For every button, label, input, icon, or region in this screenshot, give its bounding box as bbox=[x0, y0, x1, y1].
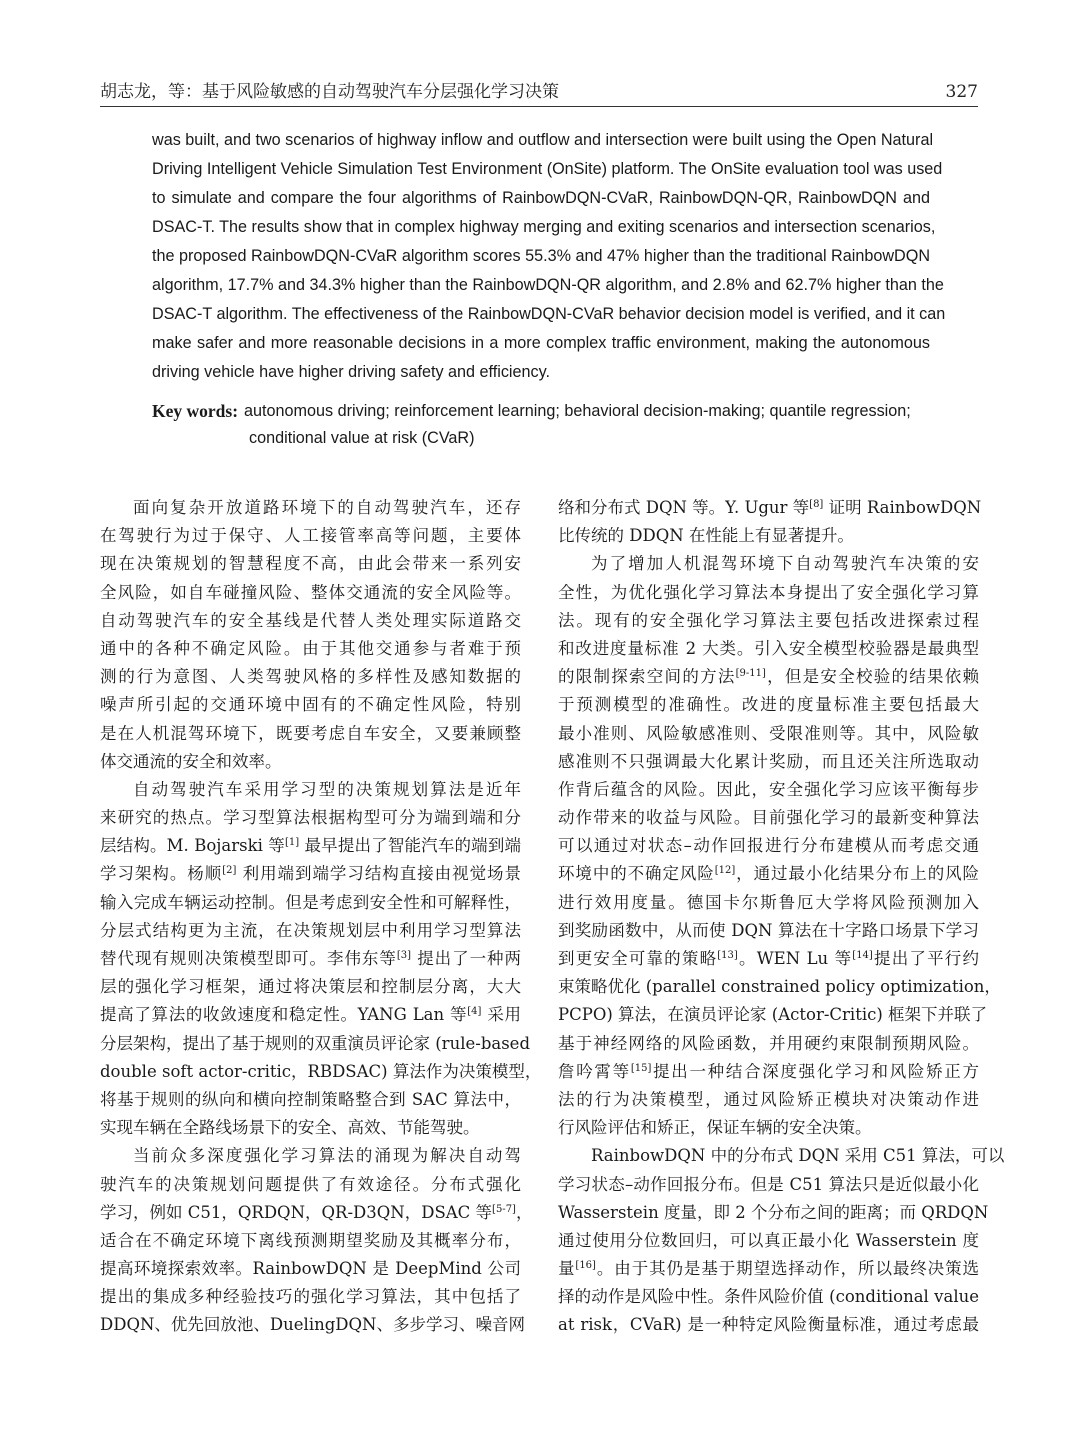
text-line: RainbowDQN 中的分布式 DQN 采用 C51 算法，可以 bbox=[591, 1146, 1005, 1166]
text-line: double soft actor-critic，RBDSAC) 算法作为决策模型， bbox=[100, 1061, 542, 1081]
text-line: 学习状态–动作回报分布。但是 C51 算法只是近似最小化 bbox=[558, 1174, 979, 1194]
text-line: 动作带来的收益与风险。目前强化学习的最新变种算法 bbox=[558, 808, 979, 828]
abstract-line: driving vehicle have higher driving safety and efficiency. bbox=[152, 363, 551, 381]
text-line: 于预测模型的准确性。改进的度量标准主要包括最大 bbox=[558, 695, 979, 715]
citation-ref: [4] bbox=[467, 1006, 482, 1018]
keywords-line-2: conditional value at risk (CVaR) bbox=[249, 429, 475, 447]
running-title: 胡志龙，等：基于风险敏感的自动驾驶汽车分层强化学习决策 bbox=[100, 82, 559, 102]
text-line: 法。现有的安全强化学习算法主要包括改进探索过程 bbox=[558, 610, 979, 630]
text-line: 法的行为决策模型，通过风险矫正模块对决策动作进 bbox=[558, 1089, 979, 1109]
text-line: 通过使用分位数回归，可以真正最小化 Wasserstein 度 bbox=[558, 1230, 979, 1250]
text-line: 适合在不确定环境下离线预测期望奖励及其概率分布， bbox=[100, 1230, 521, 1250]
text-line: 层结构。M. Bojarski 等[1] 最早提出了智能汽车的端到端 bbox=[100, 836, 521, 856]
citation-ref: [14] bbox=[852, 950, 873, 961]
text-line: 到奖励函数中，从而使 DQN 算法在十字路口场景下学习 bbox=[558, 920, 979, 940]
text-line: 择的动作是风险中性。条件风险价值 (conditional value bbox=[558, 1287, 979, 1307]
text-line: 全性，为优化强化学习算法本身提出了安全强化学习算 bbox=[558, 582, 979, 602]
page-number: 327 bbox=[945, 82, 978, 102]
text-line: 提高了算法的收敛速度和稳定性。YANG Lan 等[4] 采用 bbox=[100, 1005, 522, 1025]
text-line: 作背后蕴含的风险。因此，安全强化学习应该平衡每步 bbox=[558, 779, 979, 799]
body-column-left bbox=[100, 494, 542, 1340]
abstract-line: DSAC-T. The results show that in complex highway merging and exiting scenarios and intersection scenarios, bbox=[152, 218, 936, 236]
abstract-line: DSAC-T algorithm. The effectiveness of the RainbowDQN-CVaR behavior decision model is verified, and it can bbox=[152, 305, 946, 323]
text-line: 实现车辆在全路线场景下的安全、高效、节能驾驶。 bbox=[100, 1118, 480, 1138]
paragraph bbox=[558, 1142, 1005, 1339]
text-line: 替代现有规则决策模型即可。李伟东等[3] 提出了一种两 bbox=[100, 949, 522, 968]
citation-ref: [8] bbox=[809, 499, 824, 510]
keywords-label: Key words: bbox=[152, 401, 239, 421]
text-line: 将基于规则的纵向和横向控制策略整合到 SAC 算法中， bbox=[100, 1089, 521, 1109]
text-line: 驶汽车的决策规划问题提供了有效途径。分布式强化 bbox=[100, 1174, 521, 1194]
text-line: 量[16]。由于其仍是基于期望选择动作，所以最终决策选 bbox=[558, 1259, 980, 1279]
text-line: Wasserstein 度量，即 2 个分布之间的距离；而 QRDQN bbox=[558, 1202, 989, 1222]
text-line: 比传统的 DDQN 在性能上有显著提升。 bbox=[558, 526, 854, 546]
abstract-line: Driving Intelligent Vehicle Simulation Test Environment (OnSite) platform. The OnSite evaluation tool was used bbox=[152, 160, 943, 178]
text-line: 体交通流的安全和效率。 bbox=[100, 751, 282, 771]
text-line: 行风险评估和矫正，保证车辆的安全决策。 bbox=[558, 1118, 872, 1138]
text-line: 自动驾驶汽车的安全基线是代替人类处理实际道路交 bbox=[100, 610, 521, 630]
text-line: 的限制探索空间的方法[9-11]，但是安全校验的结果依赖 bbox=[558, 667, 980, 687]
header-divider bbox=[100, 106, 978, 107]
text-line: 络和分布式 DQN 等。Y. Ugur 等[8] 证明 RainbowDQN bbox=[558, 498, 982, 517]
text-line: 测的行为意图、人类驾驶风格的多样性及感知数据的 bbox=[100, 667, 521, 687]
text-line: 面向复杂开放道路环境下的自动驾驶汽车，还存 bbox=[133, 498, 521, 517]
paragraph bbox=[100, 776, 542, 1142]
text-line: 分层架构，提出了基于规则的双重演员评论家 (rule-based bbox=[100, 1033, 531, 1053]
text-line: 基于神经网络的风险函数，并用硬约束限制预期风险。 bbox=[558, 1033, 979, 1053]
text-line: 束策略优化 (parallel constrained policy optimization， bbox=[558, 977, 1001, 997]
text-line: 来研究的热点。学习型算法根据构型可分为端到端和分 bbox=[100, 808, 521, 828]
text-line: 学习，例如 C51，QRDQN，QR-D3QN，DSAC 等[5-7]， bbox=[100, 1202, 533, 1222]
text-line: 输入完成车辆运动控制。但是考虑到安全性和可解释性， bbox=[100, 892, 521, 912]
text-line: 到更安全可靠的策略[13]。WEN Lu 等[14]提出了平行约 bbox=[558, 949, 980, 968]
abstract-line: the proposed RainbowDQN-CVaR algorithm scores 55.3% and 47% higher than the traditional RainbowDQN bbox=[152, 247, 931, 265]
citation-ref: [16] bbox=[575, 1260, 596, 1272]
body-column-right bbox=[558, 494, 1005, 1340]
paragraph bbox=[100, 494, 521, 776]
text-line: 学习架构。杨顺[2] 利用端到端学习结构直接由视觉场景 bbox=[100, 864, 522, 884]
citation-ref: [15] bbox=[630, 1062, 652, 1074]
text-line: 分层式结构更为主流，在决策规划层中利用学习型算法 bbox=[100, 920, 521, 940]
text-line: 在驾驶行为过于保守、人工接管率高等问题，主要体 bbox=[100, 526, 521, 546]
text-line: 和改进度量标准 2 大类。引入安全模型校验器是最典型 bbox=[558, 638, 979, 658]
abstract-line: was built, and two scenarios of highway inflow and outflow and intersection were built using the Open Natural bbox=[152, 131, 934, 149]
text-line: 最小准则、风险敏感准则、受限准则等。其中，风险敏 bbox=[558, 723, 979, 743]
text-line: 为了增加人机混驾环境下自动驾驶汽车决策的安 bbox=[591, 554, 979, 574]
citation-ref: [9-11] bbox=[735, 668, 766, 680]
text-line: 可以通过对状态–动作回报进行分布建模从而考虑交通 bbox=[558, 836, 979, 856]
text-line: 进行效用度量。德国卡尔斯鲁厄大学将风险预测加入 bbox=[558, 892, 979, 912]
keywords-line-1: autonomous driving; reinforcement learning; behavioral decision-making; quantile regression; bbox=[244, 402, 911, 420]
running-header bbox=[100, 76, 978, 102]
paragraph bbox=[100, 1142, 533, 1339]
citation-ref: [3] bbox=[396, 950, 411, 961]
text-line: 当前众多深度强化学习算法的涌现为解决自动驾 bbox=[133, 1146, 521, 1166]
text-line: 感准则不只强调最大化累计奖励，而且还关注所选取动 bbox=[558, 751, 979, 771]
citation-ref: [2] bbox=[222, 865, 237, 877]
abstract-line: make safer and more reasonable decisions in a more complex traffic environment, making the autonomous bbox=[152, 334, 930, 352]
citation-ref: [1] bbox=[284, 837, 300, 849]
text-line: PCPO) 算法，在演员评论家 (Actor-Critic) 框架下并联了 bbox=[558, 1005, 988, 1025]
text-line: 詹吟霄等[15]提出一种结合深度强化学习和风险矫正方 bbox=[558, 1061, 979, 1081]
text-line: 层的强化学习框架，通过将决策层和控制层分离，大大 bbox=[100, 977, 521, 997]
paragraph bbox=[558, 494, 982, 550]
paragraph bbox=[558, 550, 1001, 1142]
abstract-line: algorithm, 17.7% and 34.3% higher than the RainbowDQN-QR algorithm, and 2.8% and 62.7% higher than the bbox=[152, 276, 944, 294]
english-abstract bbox=[152, 126, 946, 387]
text-line: 提高环境探索效率。RainbowDQN 是 DeepMind 公司 bbox=[100, 1259, 521, 1279]
text-line: 自动驾驶汽车采用学习型的决策规划算法是近年 bbox=[133, 779, 521, 799]
text-line: DDQN、优先回放池、DuelingDQN、多步学习、噪音网 bbox=[100, 1315, 525, 1335]
text-line: 提出的集成多种经验技巧的强化学习算法，其中包括了 bbox=[100, 1287, 521, 1307]
text-line: at risk，CVaR) 是一种特定风险衡量标准，通过考虑最 bbox=[558, 1315, 979, 1335]
text-line: 环境中的不确定风险[12]，通过最小化结果分布上的风险 bbox=[558, 864, 980, 884]
text-line: 通中的各种不确定风险。由于其他交通参与者难于预 bbox=[100, 638, 521, 658]
citation-ref: [13] bbox=[717, 950, 738, 961]
text-line: 噪声所引起的交通环境中固有的不确定性风险，特别 bbox=[100, 695, 521, 715]
keywords-block bbox=[152, 398, 930, 452]
citation-ref: [12] bbox=[714, 865, 736, 877]
text-line: 是在人机混驾环境下，既要考虑自车安全，又要兼顾整 bbox=[100, 723, 521, 743]
text-line: 全风险，如自车碰撞风险、整体交通流的安全风险等。 bbox=[100, 582, 521, 602]
citation-ref: [5-7] bbox=[492, 1203, 516, 1215]
abstract-line: to simulate and compare the four algorithms of RainbowDQN-CVaR, RainbowDQN-QR, RainbowDQN and bbox=[152, 189, 930, 207]
text-line: 现在决策规划的智慧程度不高，由此会带来一系列安 bbox=[100, 554, 521, 574]
